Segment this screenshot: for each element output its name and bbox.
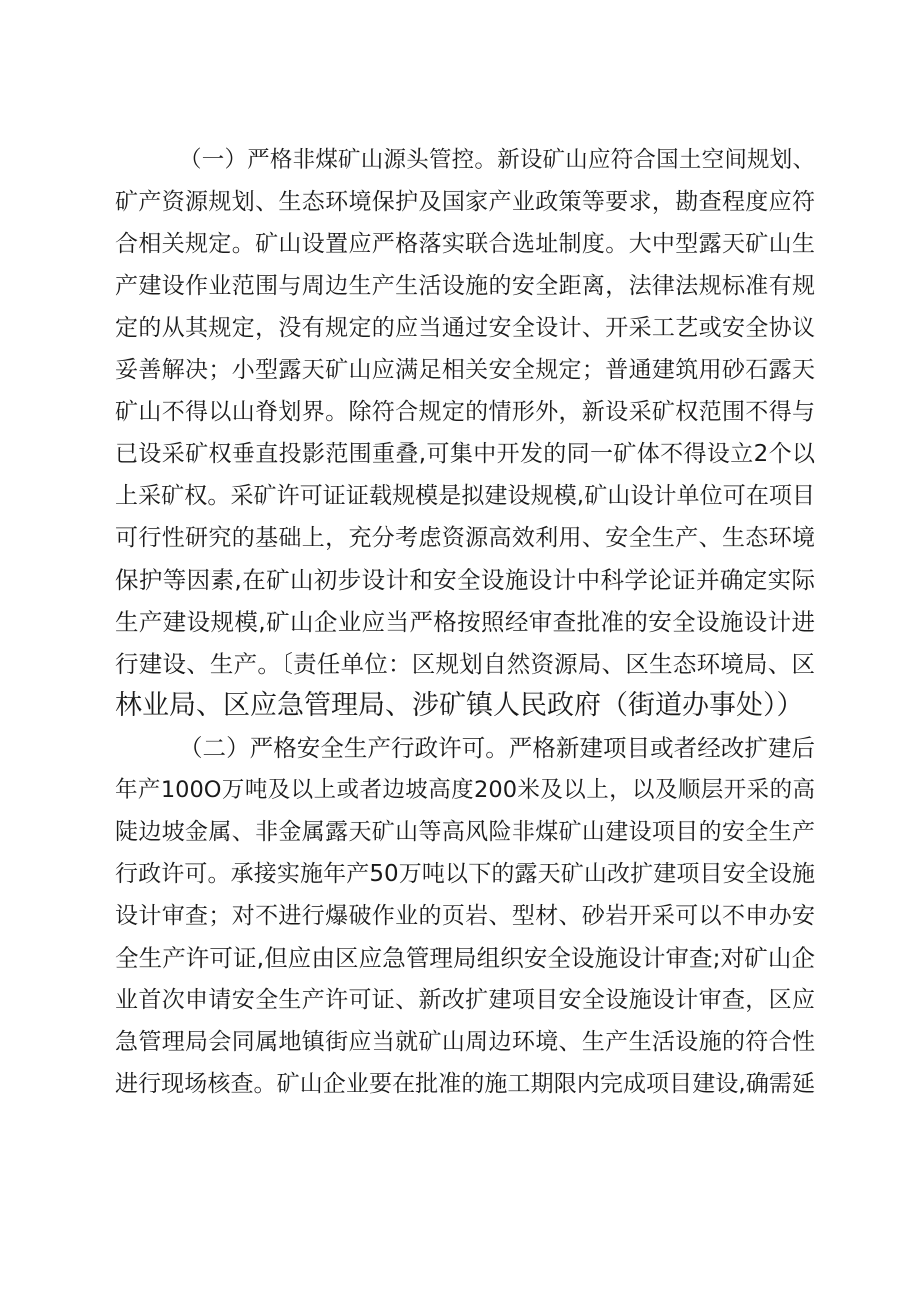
paragraph-1	[115, 139, 815, 727]
text-line: 年产100O万吨及以上或者边坡高度200米及以上，以及顺层开采的高	[115, 777, 815, 803]
text-line: 行政许可。承接实施年产50万吨以下的露天矿山改扩建项目安全设施	[115, 861, 815, 887]
text-line: （一）严格非煤矿山源头管控。新设矿山应符合国土空间规划、	[179, 147, 815, 173]
text-line: 生产建设规模,矿山企业应当严格按照经审查批准的安全设施设计进	[115, 608, 815, 636]
text-line: 矿产资源规划、生态环境保护及国家产业政策等要求，勘查程度应符	[115, 189, 815, 215]
paragraph-2	[115, 727, 815, 1105]
text-line: （二）严格安全生产行政许可。严格新建项目或者经改扩建后	[179, 734, 815, 762]
text-line: 行建设、生产。〔责任单位：区规划自然资源局、区生态环境局、区	[115, 650, 815, 678]
text-line: 陡边坡金属、非金属露天矿山等高风险非煤矿山建设项目的安全生产	[115, 819, 815, 845]
text-line: 合相关规定。矿山设置应严格落实联合选址制度。大中型露天矿山生	[115, 231, 815, 257]
text-line: 定的从其规定，没有规定的应当通过安全设计、开采工艺或安全协议	[115, 315, 815, 341]
text-line: 保护等因素,在矿山初步设计和安全设施设计中科学论证并确定实际	[115, 566, 815, 594]
text-line: 上采矿权。采矿许可证证载规模是拟建设规模,矿山设计单位可在项目	[115, 483, 815, 509]
text-line: 可行性研究的基础上，充分考虑资源高效利用、安全生产、生态环境	[115, 525, 815, 551]
text-line: 妥善解决；小型露天矿山应满足相关安全规定；普通建筑用砂石露天	[115, 357, 815, 383]
text-line: 急管理局会同属地镇街应当就矿山周边环境、生产生活设施的符合性	[115, 1029, 815, 1055]
text-line: 设计审查；对不进行爆破作业的页岩、型材、砂岩开采可以不申办安	[115, 903, 815, 929]
document-body	[115, 139, 815, 1105]
text-line: 产建设作业范围与周边生产生活设施的安全距离，法律法规标准有规	[115, 273, 815, 299]
text-line: 业首次申请安全生产许可证、新改扩建项目安全设施设计审查，区应	[115, 987, 815, 1013]
text-line: 进行现场核查。矿山企业要在批准的施工期限内完成项目建设,确需延	[115, 1071, 815, 1097]
text-line: 矿山不得以山脊划界。除符合规定的情形外，新设采矿权范围不得与	[115, 399, 815, 425]
text-line: 林业局、区应急管理局、涉矿镇人民政府（街道办事处））	[115, 690, 804, 721]
text-line: 全生产许可证,但应由区应急管理局组织安全设施设计审查;对矿山企	[115, 944, 815, 972]
text-line: 已设采矿权垂直投影范围重叠,可集中开发的同一矿体不得设立2个以	[115, 441, 815, 467]
